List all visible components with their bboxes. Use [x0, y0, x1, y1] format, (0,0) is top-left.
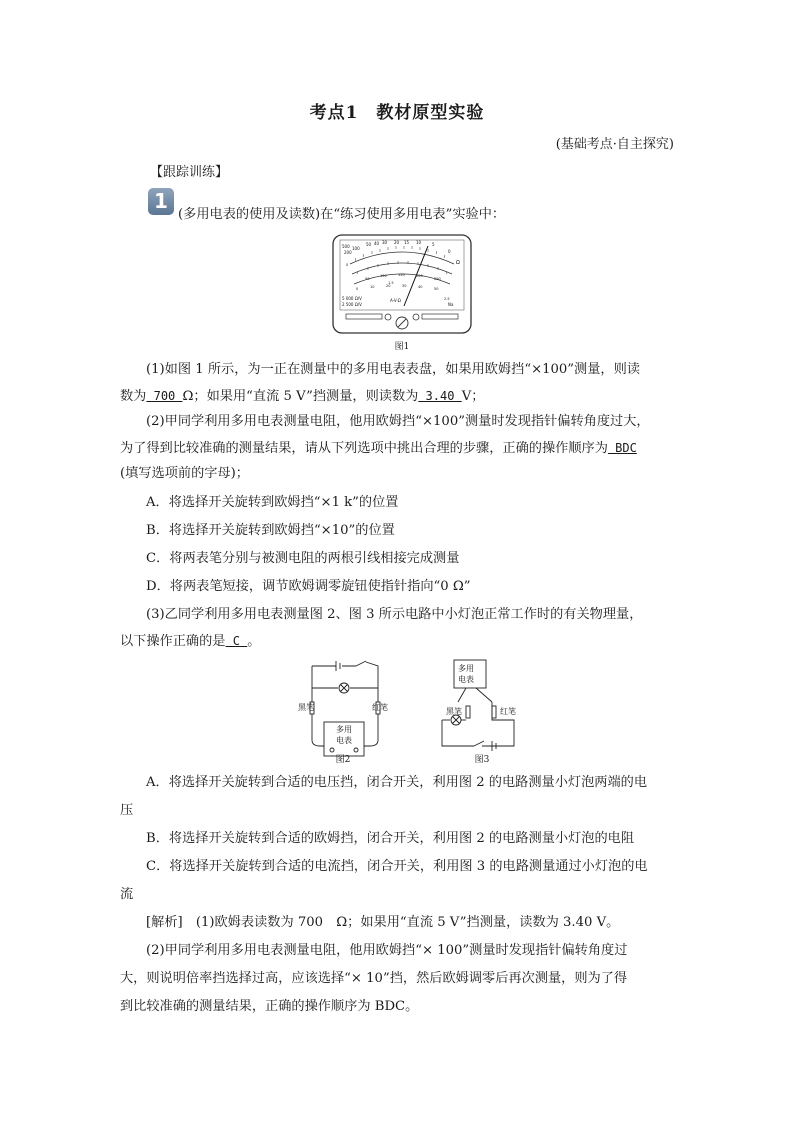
q1-part3-line1: (3)乙同学利用多用电表测量图 2、图 3 所示电路中小灯泡正常工作时的有关物理量，: [146, 607, 643, 622]
dial-scale-low-1: 10: [370, 285, 375, 289]
dial-scale-low-4: 40: [418, 285, 423, 289]
answer-blank-4: C: [225, 634, 248, 648]
q1-part2-line3: (填写选项前的字母)；: [120, 466, 249, 481]
figure-1-caption: 图1: [394, 342, 410, 352]
dial-right-label: Na: [448, 302, 454, 307]
analysis-line3: 大，则说明倍率挡选择过高，应该选择“× 10”挡，然后欧姆调零后再次测量，则为了得: [120, 971, 628, 986]
dial-scale-top-5: 30: [382, 240, 388, 245]
dial-scale-top-3: 50: [366, 242, 372, 247]
answer-option-a-line1: A．将选择开关旋转到合适的电压挡，闭合开关，利用图 2 的电路测量小灯泡两端的电: [146, 775, 648, 790]
answer-option-c-line2: 流: [120, 887, 134, 902]
answer-option-a-line2: 压: [120, 803, 134, 818]
option-d: D．将两表笔短接，调节欧姆调零旋钮使指针指向“0 Ω”: [146, 579, 471, 594]
answer-blank-1: 700: [146, 389, 183, 403]
dial-scale-low-5: 50: [434, 287, 439, 291]
q1-part1-text-b: Ω；如果用“直流 5 V”挡测量，则读数为: [182, 389, 419, 404]
dial-scale-top-1: 200: [344, 250, 352, 255]
analysis-line1: [120, 914, 706, 932]
option-b: B．将选择开关旋转到欧姆挡“×10”的位置: [146, 523, 395, 538]
dial-scale-mid-1: 50: [365, 277, 370, 281]
figure-3-caption: 图3: [474, 755, 490, 765]
dial-scale-top-9: 5: [432, 242, 435, 247]
q1-part2-line1: (2)甲同学利用多用电表测量电阻，他用欧姆挡“×100”测量时发现指针偏转角度过大，: [146, 414, 650, 429]
fig3-meter-label-1: 多用: [458, 664, 474, 673]
fig2-black-probe-label: 黑笔: [298, 703, 314, 712]
fig2-red-probe-label: 红笔: [372, 703, 388, 712]
section-heading: 【跟踪训练】: [150, 165, 229, 180]
dial-scale-low-0: 0: [356, 287, 359, 291]
dial-omega-symbol: Ω: [456, 260, 460, 266]
analysis-text-1: (1)欧姆表读数为 700 Ω；如果用“直流 5 V”挡测量，读数为 3.40 V。: [182, 915, 620, 930]
dial-scale-mid-5: 250: [434, 277, 441, 281]
figure-3-circuit: [436, 658, 526, 758]
dial-small-mark-2: 2.5: [444, 297, 450, 301]
dial-scale-mid-4: 200: [416, 274, 423, 278]
q1-part1-text-a: 数为: [120, 389, 147, 404]
question-number-badge: 1: [148, 188, 174, 215]
page-subtitle: (基础考点·自主探究): [555, 137, 674, 152]
answer-blank-3: BDC: [607, 441, 637, 455]
answer-option-b: B．将选择开关旋转到合适的欧姆挡，闭合开关，利用图 2 的电路测量小灯泡的电阻: [146, 831, 635, 846]
dial-scale-top-4: 40: [374, 241, 380, 246]
dial-left-label-2: 2 500 Ω/V: [342, 302, 362, 307]
answer-option-c-line1: C．将选择开关旋转到合适的电流挡，闭合开关，利用图 3 的电路测量通过小灯泡的电: [146, 859, 648, 874]
q1-part3-text: 以下操作正确的是: [120, 634, 226, 649]
dial-scale-low-2: 20: [386, 284, 391, 288]
option-c: C．将两表笔分别与被测电阻的两根引线相接完成测量: [146, 551, 460, 566]
figure-1-multimeter: [332, 234, 472, 339]
dial-scale-top-0: 500: [342, 244, 350, 249]
q1-part1-text-c: V；: [461, 389, 485, 404]
dial-scale-top-6: 20: [394, 240, 400, 245]
figure-2-caption: 图2: [335, 755, 351, 765]
answer-blank-2: 3.40: [418, 389, 462, 403]
analysis-line4: 到比较准确的测量结果，正确的操作顺序为 BDC。: [120, 999, 419, 1014]
dial-scale-mid-0: 0: [346, 263, 349, 267]
dial-left-label-1: 5 000 Ω/V: [342, 296, 362, 301]
dial-scale-mid-2: 100: [380, 274, 387, 278]
dial-scale-mid-3: 150: [398, 273, 405, 277]
fig2-meter-label-1: 多用: [336, 725, 352, 734]
dial-scale-top-7: 15: [404, 240, 410, 245]
dial-center-label: A-V-Ω: [390, 298, 401, 303]
analysis-line2: (2)甲同学利用多用电表测量电阻，他用欧姆挡“× 100”测量时发现指针偏转角度过: [146, 943, 628, 958]
q1-part1-line2: [120, 387, 680, 406]
fig3-black-probe-label: 黑笔: [446, 707, 462, 716]
fig3-red-probe-label: 红笔: [500, 707, 516, 716]
q1-part2-line2: [120, 439, 680, 458]
question-stem: (多用电表的使用及读数)在“练习使用多用电表”实验中：: [178, 207, 506, 222]
page-title: 考点1 教材原型实验: [309, 103, 485, 123]
q1-part3-line2: [120, 632, 680, 651]
dial-scale-top-8: 10: [416, 240, 422, 245]
option-a: A．将选择开关旋转到欧姆挡“×1 k”的位置: [146, 495, 399, 510]
dial-scale-top-2: 100: [352, 246, 360, 251]
dial-scale-low-3: 30: [402, 284, 407, 288]
dial-small-mark-1: 1.5: [388, 281, 394, 285]
dial-scale-top-10: 0: [448, 249, 451, 254]
fig3-meter-label-2: 电表: [458, 675, 474, 684]
q1-part1-line1: (1)如图 1 所示，为一正在测量中的多用电表表盘，如果用欧姆挡“×100”测量，则读: [146, 362, 640, 377]
analysis-label: [解析]: [146, 915, 183, 930]
q1-part3-end: 。: [247, 634, 261, 649]
fig2-meter-label-2: 电表: [336, 736, 352, 745]
q1-part2-text: 为了得到比较准确的测量结果，请从下列选项中挑出合理的步骤，正确的操作顺序为: [120, 441, 608, 456]
